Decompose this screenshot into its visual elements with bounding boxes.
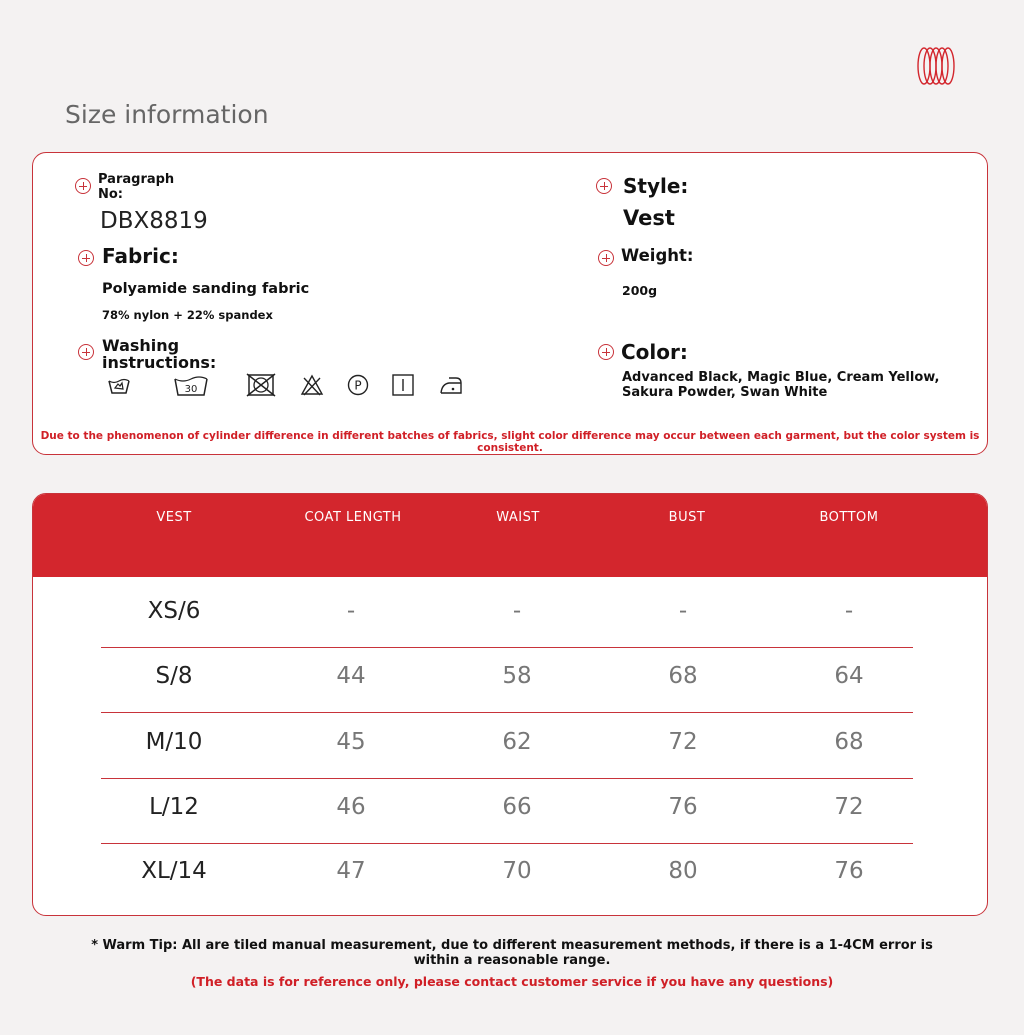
- svg-text:P: P: [354, 378, 362, 393]
- size-cell: L/12: [149, 794, 199, 820]
- plus-circle-icon: [596, 178, 612, 194]
- coat-length-cell: -: [346, 598, 356, 624]
- iron-low-icon: [438, 373, 464, 397]
- coat-length-cell: 47: [336, 858, 366, 884]
- bottom-cell: 68: [834, 729, 864, 755]
- table-row: [101, 584, 913, 648]
- table-header: [33, 494, 987, 577]
- header-waist: WAIST: [496, 510, 540, 525]
- warm-tip-line2: within a reasonable range.: [413, 953, 611, 968]
- waist-cell: -: [512, 598, 522, 624]
- weight-value: 200g: [622, 283, 658, 298]
- waist-cell: 62: [502, 729, 532, 755]
- header-bottom: BOTTOM: [819, 510, 879, 525]
- waist-cell: 58: [502, 663, 532, 689]
- line-dry-icon: [391, 373, 415, 397]
- plus-circle-icon: [598, 250, 614, 266]
- header-coat-length: COAT LENGTH: [304, 510, 402, 525]
- coat-length-cell: 44: [336, 663, 366, 689]
- plus-circle-icon: [78, 344, 94, 360]
- row-divider: [101, 778, 913, 779]
- coat-length-cell: 45: [336, 729, 366, 755]
- plus-circle-icon: [78, 250, 94, 266]
- coat-length-cell: 46: [336, 794, 366, 820]
- page-title: Size information: [65, 100, 269, 129]
- size-cell: S/8: [155, 663, 193, 689]
- size-cell: XS/6: [147, 598, 201, 624]
- header-bust: BUST: [668, 510, 706, 525]
- warm-tip-line1: * Warm Tip: All are tiled manual measurement, due to different measurement methods, if there is a 1-4CM error is: [91, 938, 933, 953]
- weight-label: Weight:: [621, 246, 694, 265]
- row-divider: [101, 712, 913, 713]
- color-disclaimer: Due to the phenomenon of cylinder difference in different batches of fabrics, slight color difference may occur between each garment, but the color system is consistent.: [40, 430, 980, 454]
- hand-wash-icon: [107, 373, 131, 397]
- waist-cell: 66: [502, 794, 532, 820]
- table-row: [101, 649, 913, 713]
- plus-circle-icon: [598, 344, 614, 360]
- header-vest: VEST: [156, 510, 192, 525]
- style-label: Style:: [623, 174, 689, 198]
- bottom-cell: 72: [834, 794, 864, 820]
- svg-text:30: 30: [184, 384, 198, 395]
- bust-cell: 68: [668, 663, 698, 689]
- waist-cell: 70: [502, 858, 532, 884]
- paragraph-no-label: Paragraph No:: [98, 172, 175, 202]
- table-row: [101, 844, 913, 908]
- paragraph-no-value: DBX8819: [100, 208, 208, 234]
- size-table: [32, 493, 988, 916]
- fabric-label: Fabric:: [102, 244, 179, 268]
- style-value: Vest: [623, 206, 675, 230]
- do-not-bleach-icon: [300, 373, 324, 397]
- bottom-cell: 76: [834, 858, 864, 884]
- dry-clean-p-icon: [346, 373, 370, 397]
- product-info-card: [32, 152, 988, 455]
- spiral-rings-logo-icon: [916, 46, 956, 86]
- bust-cell: 72: [668, 729, 698, 755]
- fabric-value: Polyamide sanding fabric: [102, 281, 310, 297]
- washing-instructions-label: Washing instructions:: [102, 336, 217, 372]
- size-cell: M/10: [145, 729, 203, 755]
- plus-circle-icon: [75, 178, 91, 194]
- table-row: [101, 715, 913, 779]
- table-row: [101, 780, 913, 844]
- wash-30-icon: [173, 373, 209, 397]
- bust-cell: 76: [668, 794, 698, 820]
- bust-cell: -: [678, 598, 688, 624]
- color-label: Color:: [621, 340, 688, 364]
- size-cell: XL/14: [141, 858, 207, 884]
- do-not-tumble-dry-icon: [245, 373, 277, 397]
- bottom-cell: 64: [834, 663, 864, 689]
- color-value: Advanced Black, Magic Blue, Cream Yellow, Sakura Powder, Swan White: [622, 370, 940, 400]
- bust-cell: 80: [668, 858, 698, 884]
- reference-note: (The data is for reference only, please contact customer service if you have any questions): [190, 974, 834, 989]
- row-divider: [101, 647, 913, 648]
- fabric-composition: 78% nylon + 22% spandex: [102, 308, 273, 322]
- bottom-cell: -: [844, 598, 854, 624]
